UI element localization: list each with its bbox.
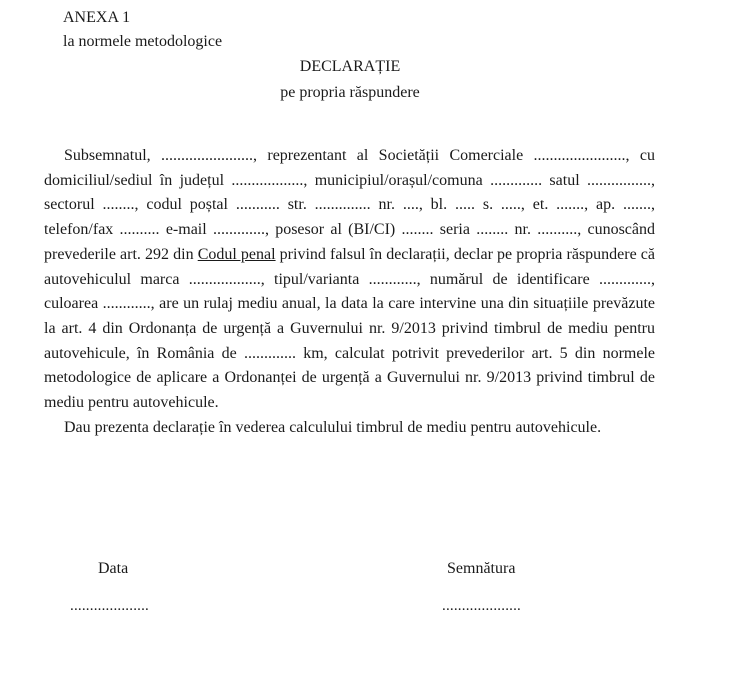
codul-penal-link[interactable]: Codul penal (197, 245, 276, 263)
paragraph-1-text-end: privind falsul în declarații, declar pe propria răspundere că autovehiculul marca .................., tipul/varianta ............, numărul de identificare ............., culoarea ............, are un rulaj mediu anual, la data la care intervine una din situațiile prevăzute la art. 4 din Ordonanța de urgență a Guvernului nr. 9/2013 privind timbrul de mediu pentru autovehicule, în România de ............. km, calculat potrivit prevederilor art. 5 din normele metodologice de aplicare a Ordonanței de urgență a Guvernului nr. 9/2013 privind timbrul de mediu pentru autovehicule. (44, 245, 656, 412)
annex-subtitle: la normele metodologice (63, 33, 223, 50)
signature-field[interactable]: .................... (442, 598, 521, 614)
declaration-body (44, 144, 655, 440)
document-subtitle: pe propria răspundere (280, 84, 420, 101)
paragraph-1-text-start: Subsemnatul, ......................., reprezentant al Societății Comerciale ......................., cu domiciliul/sediul în județul .................., municipiul/orașul/comuna ............. satul ................, sectorul ........, codul poștal ........... str. .............. nr. ...., bl. ..... s. ....., et. ......., ap. ......., telefon/fax .......... e-mail ............., posesor al (BI/CI) ........ seria ........ nr. .........., cunoscând prevederile art. 292 din (44, 147, 655, 263)
declaration-paragraph-2: Dau prezenta declarație în vederea calculului timbrul de mediu pentru autovehicule. (64, 418, 602, 436)
annex-number: ANEXA 1 (63, 9, 131, 26)
date-label: Data (98, 560, 129, 577)
annex-header (63, 6, 222, 54)
declaration-paragraph-1 (44, 144, 655, 416)
signature-label: Semnătura (447, 560, 516, 577)
document-title: DECLARAȚIE (299, 58, 401, 75)
date-field[interactable]: .................... (70, 598, 149, 614)
